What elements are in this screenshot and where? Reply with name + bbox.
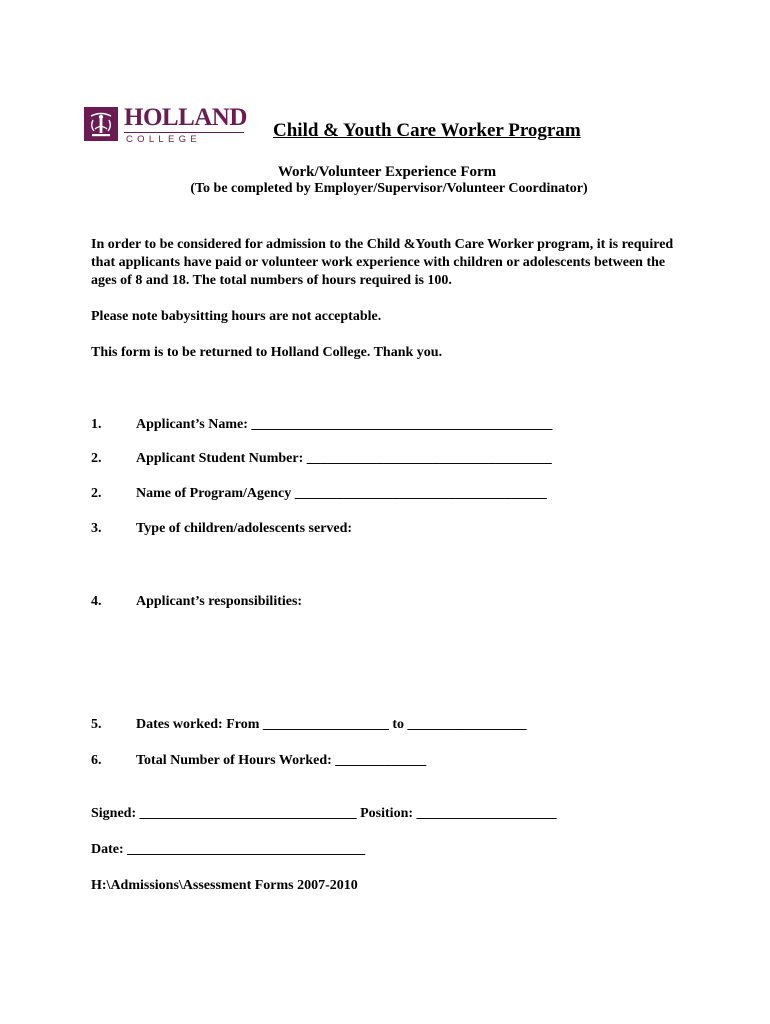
item-label: Total Number of Hours Worked: _____________ xyxy=(136,753,427,768)
item-number: 6. xyxy=(91,753,102,768)
item-number: 5. xyxy=(91,717,102,732)
holland-college-crest-icon xyxy=(84,107,118,141)
logo-divider xyxy=(124,132,244,133)
item-label: Applicant’s Name: ___________________________________________ xyxy=(136,417,553,432)
intro-paragraph: In order to be considered for admission to the Child &Youth Care Worker program, it is required that applicants have paid or volunteer work experience with children or adolescents between the ages of 8 and 18. The total numbers of hours required is 100. xyxy=(91,237,674,288)
form-subtitle: Work/Volunteer Experience Form xyxy=(277,164,497,180)
file-path-footer: H:\Admissions\Assessment Forms 2007-2010 xyxy=(91,878,358,893)
item-number: 2. xyxy=(91,486,102,501)
item-label: Applicant Student Number: ___________________________________ xyxy=(136,451,552,466)
item-number: 3. xyxy=(91,521,102,536)
logo-subword: COLLEGE xyxy=(126,134,201,145)
item-label: Dates worked: From __________________ to _________________ xyxy=(136,717,527,732)
logo-wordmark: HOLLAND xyxy=(124,104,247,131)
date-line[interactable]: Date: __________________________________ xyxy=(91,842,366,857)
return-note: This form is to be returned to Holland College. Thank you. xyxy=(91,345,443,360)
item-label: Name of Program/Agency ____________________________________ xyxy=(136,486,547,501)
page-title: Child & Youth Care Worker Program xyxy=(273,120,581,141)
item-number: 4. xyxy=(91,594,102,609)
babysitting-note: Please note babysitting hours are not acceptable. xyxy=(91,309,382,324)
holland-college-logo xyxy=(84,104,247,145)
item-label: Type of children/adolescents served: xyxy=(136,521,353,536)
item-number: 2. xyxy=(91,451,102,466)
item-number: 1. xyxy=(91,417,102,432)
item-label: Applicant’s responsibilities: xyxy=(136,594,303,609)
signature-position-line[interactable]: Signed: _______________________________ Position: ____________________ xyxy=(91,806,557,821)
form-completion-note: (To be completed by Employer/Supervisor/Volunteer Coordinator) xyxy=(190,181,588,196)
